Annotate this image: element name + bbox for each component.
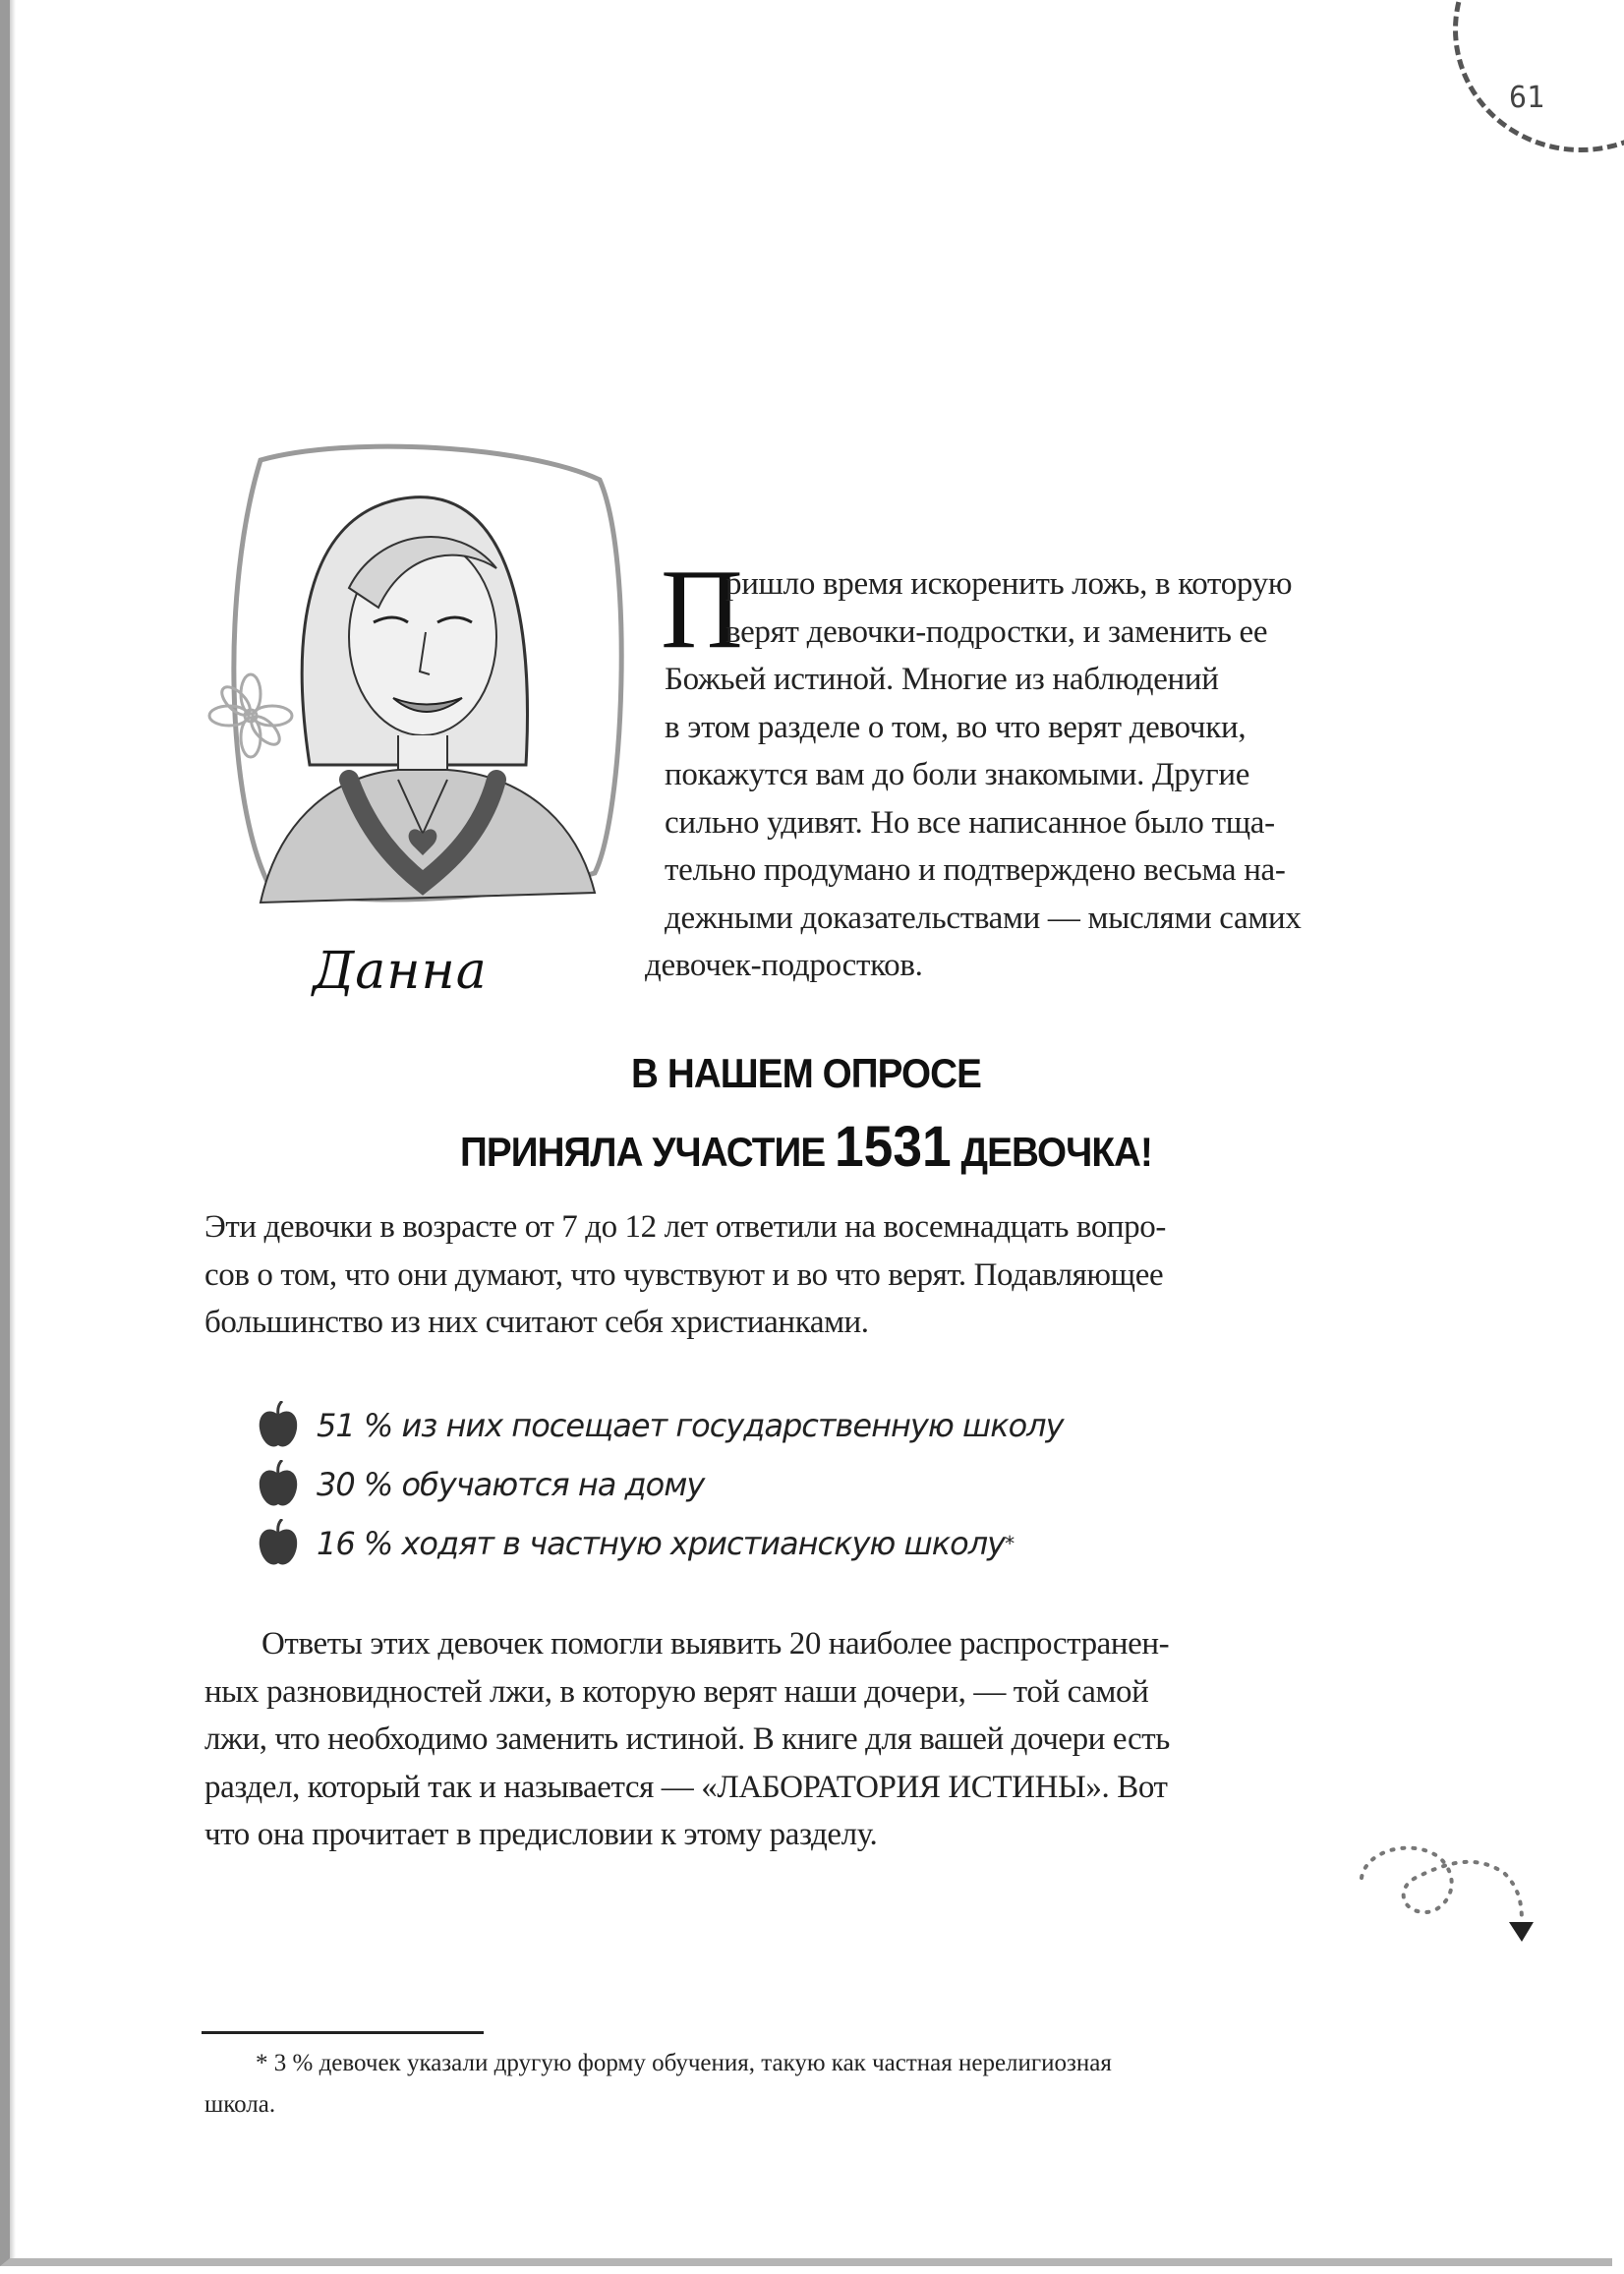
list-item [258, 1396, 1064, 1455]
footnote-line: школа. [204, 2091, 276, 2118]
intro-line: Божьей истиной. Многие из наблюдений [665, 662, 1219, 697]
paragraph-line: лжи, что необходимо заменить истиной. В книге для вашей дочери есть [204, 1721, 1170, 1757]
paragraph-line: сов о том, что они думают, что чувствуют и во что верят. Подавляющее [204, 1256, 1164, 1293]
paragraph-line: большинство из них считают себя христианками. [204, 1305, 869, 1340]
apple-icon [258, 1519, 299, 1568]
paragraph-line: Эти девочки в возрасте от 7 до 12 лет ответили на восемнадцать вопро- [204, 1209, 1166, 1245]
list-item [258, 1514, 1064, 1573]
intro-line: в этом разделе о том, во что верят девочки, [665, 709, 1247, 745]
list-item-text: 51 % из них посещает государственную школу [317, 1407, 1064, 1444]
intro-line: дежными доказательствами — мыслями самих [665, 900, 1302, 936]
intro-line: девочек-подростков. [645, 948, 923, 983]
intro-line: тельно продумано и подтверждено весьма на- [665, 852, 1286, 888]
intro-paragraph [645, 547, 1468, 990]
participant-count: 1531 [835, 1115, 952, 1179]
survey-headline-line-1: В НАШЕМ ОПРОСЕ [631, 1050, 981, 1096]
girl-portrait-illustration [202, 440, 634, 922]
survey-description-paragraph [204, 1203, 1468, 1347]
dotted-swirl-arrow-icon [1347, 1829, 1534, 1947]
paragraph-line: что она прочитает в предисловии к этому разделу. [204, 1817, 878, 1852]
drop-cap: П [661, 547, 743, 672]
list-item-text: 30 % обучаются на дому [317, 1466, 705, 1503]
intro-line: ришло время искоренить ложь, в которую [725, 566, 1293, 602]
footnote-line: * 3 % девочек указали другую форму обучения, такую как частная нерелигиозная [256, 2050, 1112, 2076]
intro-line: покажутся вам до боли знакомыми. Другие [665, 757, 1250, 792]
apple-icon [258, 1401, 299, 1450]
headline-suffix: ДЕВОЧКА! [951, 1129, 1152, 1175]
results-paragraph [204, 1620, 1468, 1859]
flower-icon [209, 674, 292, 757]
list-item [258, 1455, 1064, 1514]
school-type-list [258, 1396, 1064, 1573]
intro-line: верят девочки-подростки, и заменить ее [725, 613, 1268, 650]
footnote-divider [202, 2031, 484, 2034]
page-number: 61 [1509, 81, 1545, 115]
headline-prefix: ПРИНЯЛА УЧАСТИЕ [460, 1129, 836, 1175]
portrait-signature: Данна [313, 942, 488, 1001]
footnote [204, 2043, 1468, 2126]
list-item-text: 16 % ходят в частную христианскую школу [317, 1525, 1006, 1562]
survey-headline-line-2 [65, 1114, 1548, 1180]
footnote-reference: * [1005, 1532, 1015, 1555]
paragraph-line: раздел, который так и называется — «ЛАБОРАТОРИЯ ИСТИНЫ». Вот [204, 1769, 1168, 1805]
paragraph-line: Ответы этих девочек помогли выявить 20 наиболее распространен- [261, 1626, 1170, 1662]
paragraph-line: ных разновидностей лжи, в которую верят наши дочери, — той самой [204, 1673, 1149, 1710]
intro-line: сильно удивят. Но все написанное было тща- [665, 804, 1275, 841]
apple-icon [258, 1460, 299, 1509]
